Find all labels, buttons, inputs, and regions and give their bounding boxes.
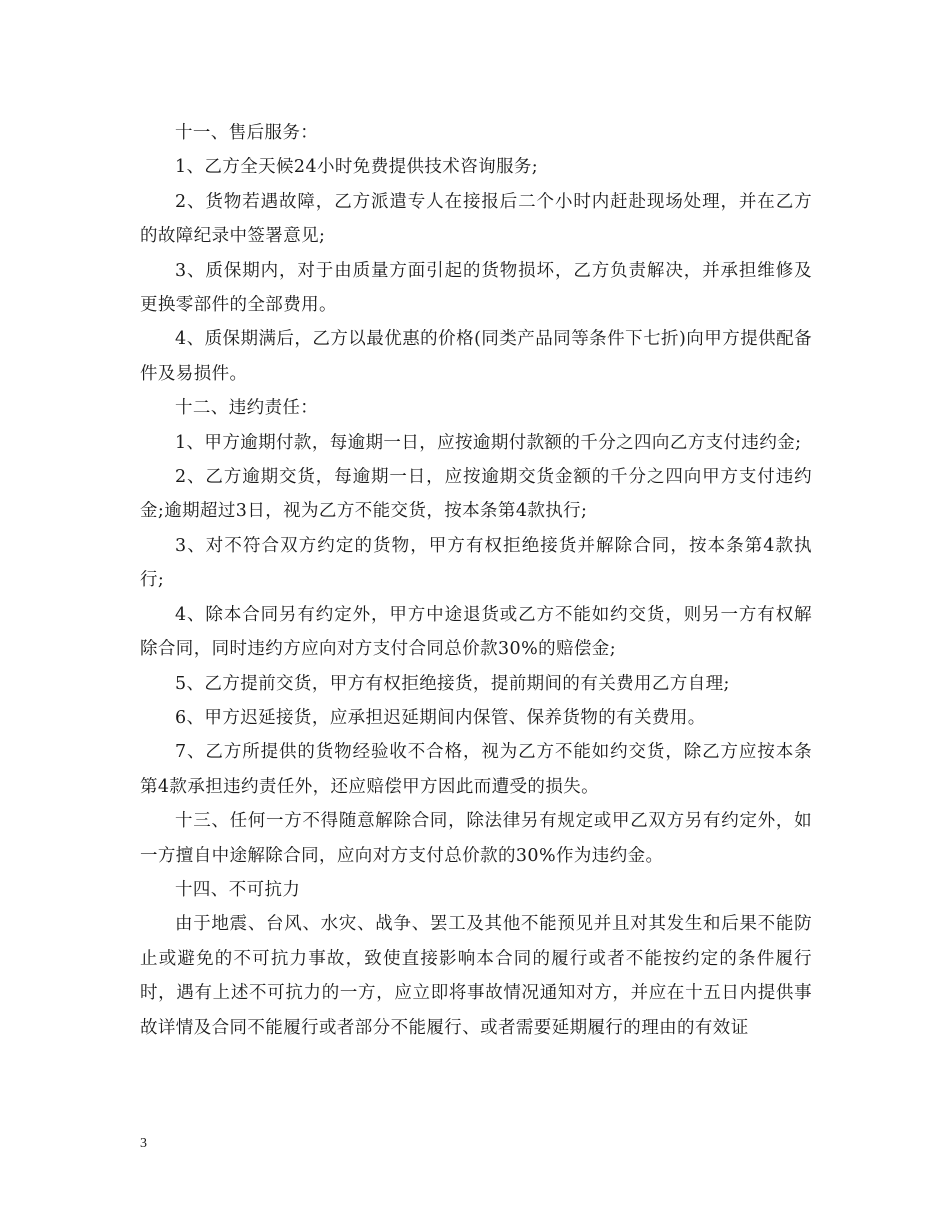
document-body xyxy=(140,116,812,1045)
paragraph: 6、甲方迟延接货，应承担迟延期间内保管、保养货物的有关费用。 xyxy=(175,707,706,728)
paragraph: 7、乙方所提供的货物经验收不合格，视为乙方不能如约交货，除乙方应按本条第4款承担违约责任外，还应赔偿甲方因此而遭受的损失。 xyxy=(140,742,812,797)
paragraph: 由于地震、台风、水灾、战争、罢工及其他不能预见并且对其发生和后果不能防止或避免的不可抗力事故，致使直接影响本合同的履行或者不能按约定的条件履行时，遇有上述不可抗力的一方，应立即将事故情况通知对方，并应在十五日内提供事故详情及合同不能履行或者部分不能履行、或者需要延期履行的理由的有效证 xyxy=(140,914,812,1038)
paragraph: 3、对不符合双方约定的货物，甲方有权拒绝接货并解除合同，按本条第4款执行; xyxy=(140,535,812,591)
paragraph: 2、货物若遇故障，乙方派遣专人在接报后二个小时内赶赴现场处理，并在乙方的故障纪录中签署意见; xyxy=(140,191,812,247)
page-number: 3 xyxy=(140,1136,147,1151)
section-heading-liability: 十二、违约责任： xyxy=(175,398,319,419)
paragraph: 2、乙方逾期交货，每逾期一日，应按逾期交货金额的千分之四向甲方支付违约金;逾期超过3日，视为乙方不能交货，按本条第4款执行; xyxy=(140,467,812,522)
paragraph: 1、乙方全天候24小时免费提供技术咨询服务; xyxy=(175,157,539,178)
paragraph: 4、除本合同另有约定外，甲方中途退货或乙方不能如约交货，则另一方有权解除合同，同时违约方应向对方支付合同总价款30%的赔偿金; xyxy=(140,604,812,660)
section-heading-force-majeure: 十四、不可抗力 xyxy=(175,879,301,900)
section-heading-after-sales: 十一、售后服务： xyxy=(175,123,319,143)
paragraph: 5、乙方提前交货，甲方有权拒绝接货，提前期间的有关费用乙方自理; xyxy=(175,673,730,694)
section-heading-termination: 十三、任何一方不得随意解除合同，除法律另有规定或甲乙双方另有约定外，如一方擅自中途解除合同，应向对方支付总价款的30%作为违约金。 xyxy=(140,811,812,866)
paragraph: 3、质保期内，对于由质量方面引起的货物损坏，乙方负责解决，并承担维修及更换零部件的全部费用。 xyxy=(140,260,812,316)
paragraph: 4、质保期满后，乙方以最优惠的价格(同类产品同等条件下七折)向甲方提供配备件及易损件。 xyxy=(140,329,812,384)
paragraph: 1、甲方逾期付款，每逾期一日，应按逾期付款额的千分之四向乙方支付违约金; xyxy=(175,432,802,453)
